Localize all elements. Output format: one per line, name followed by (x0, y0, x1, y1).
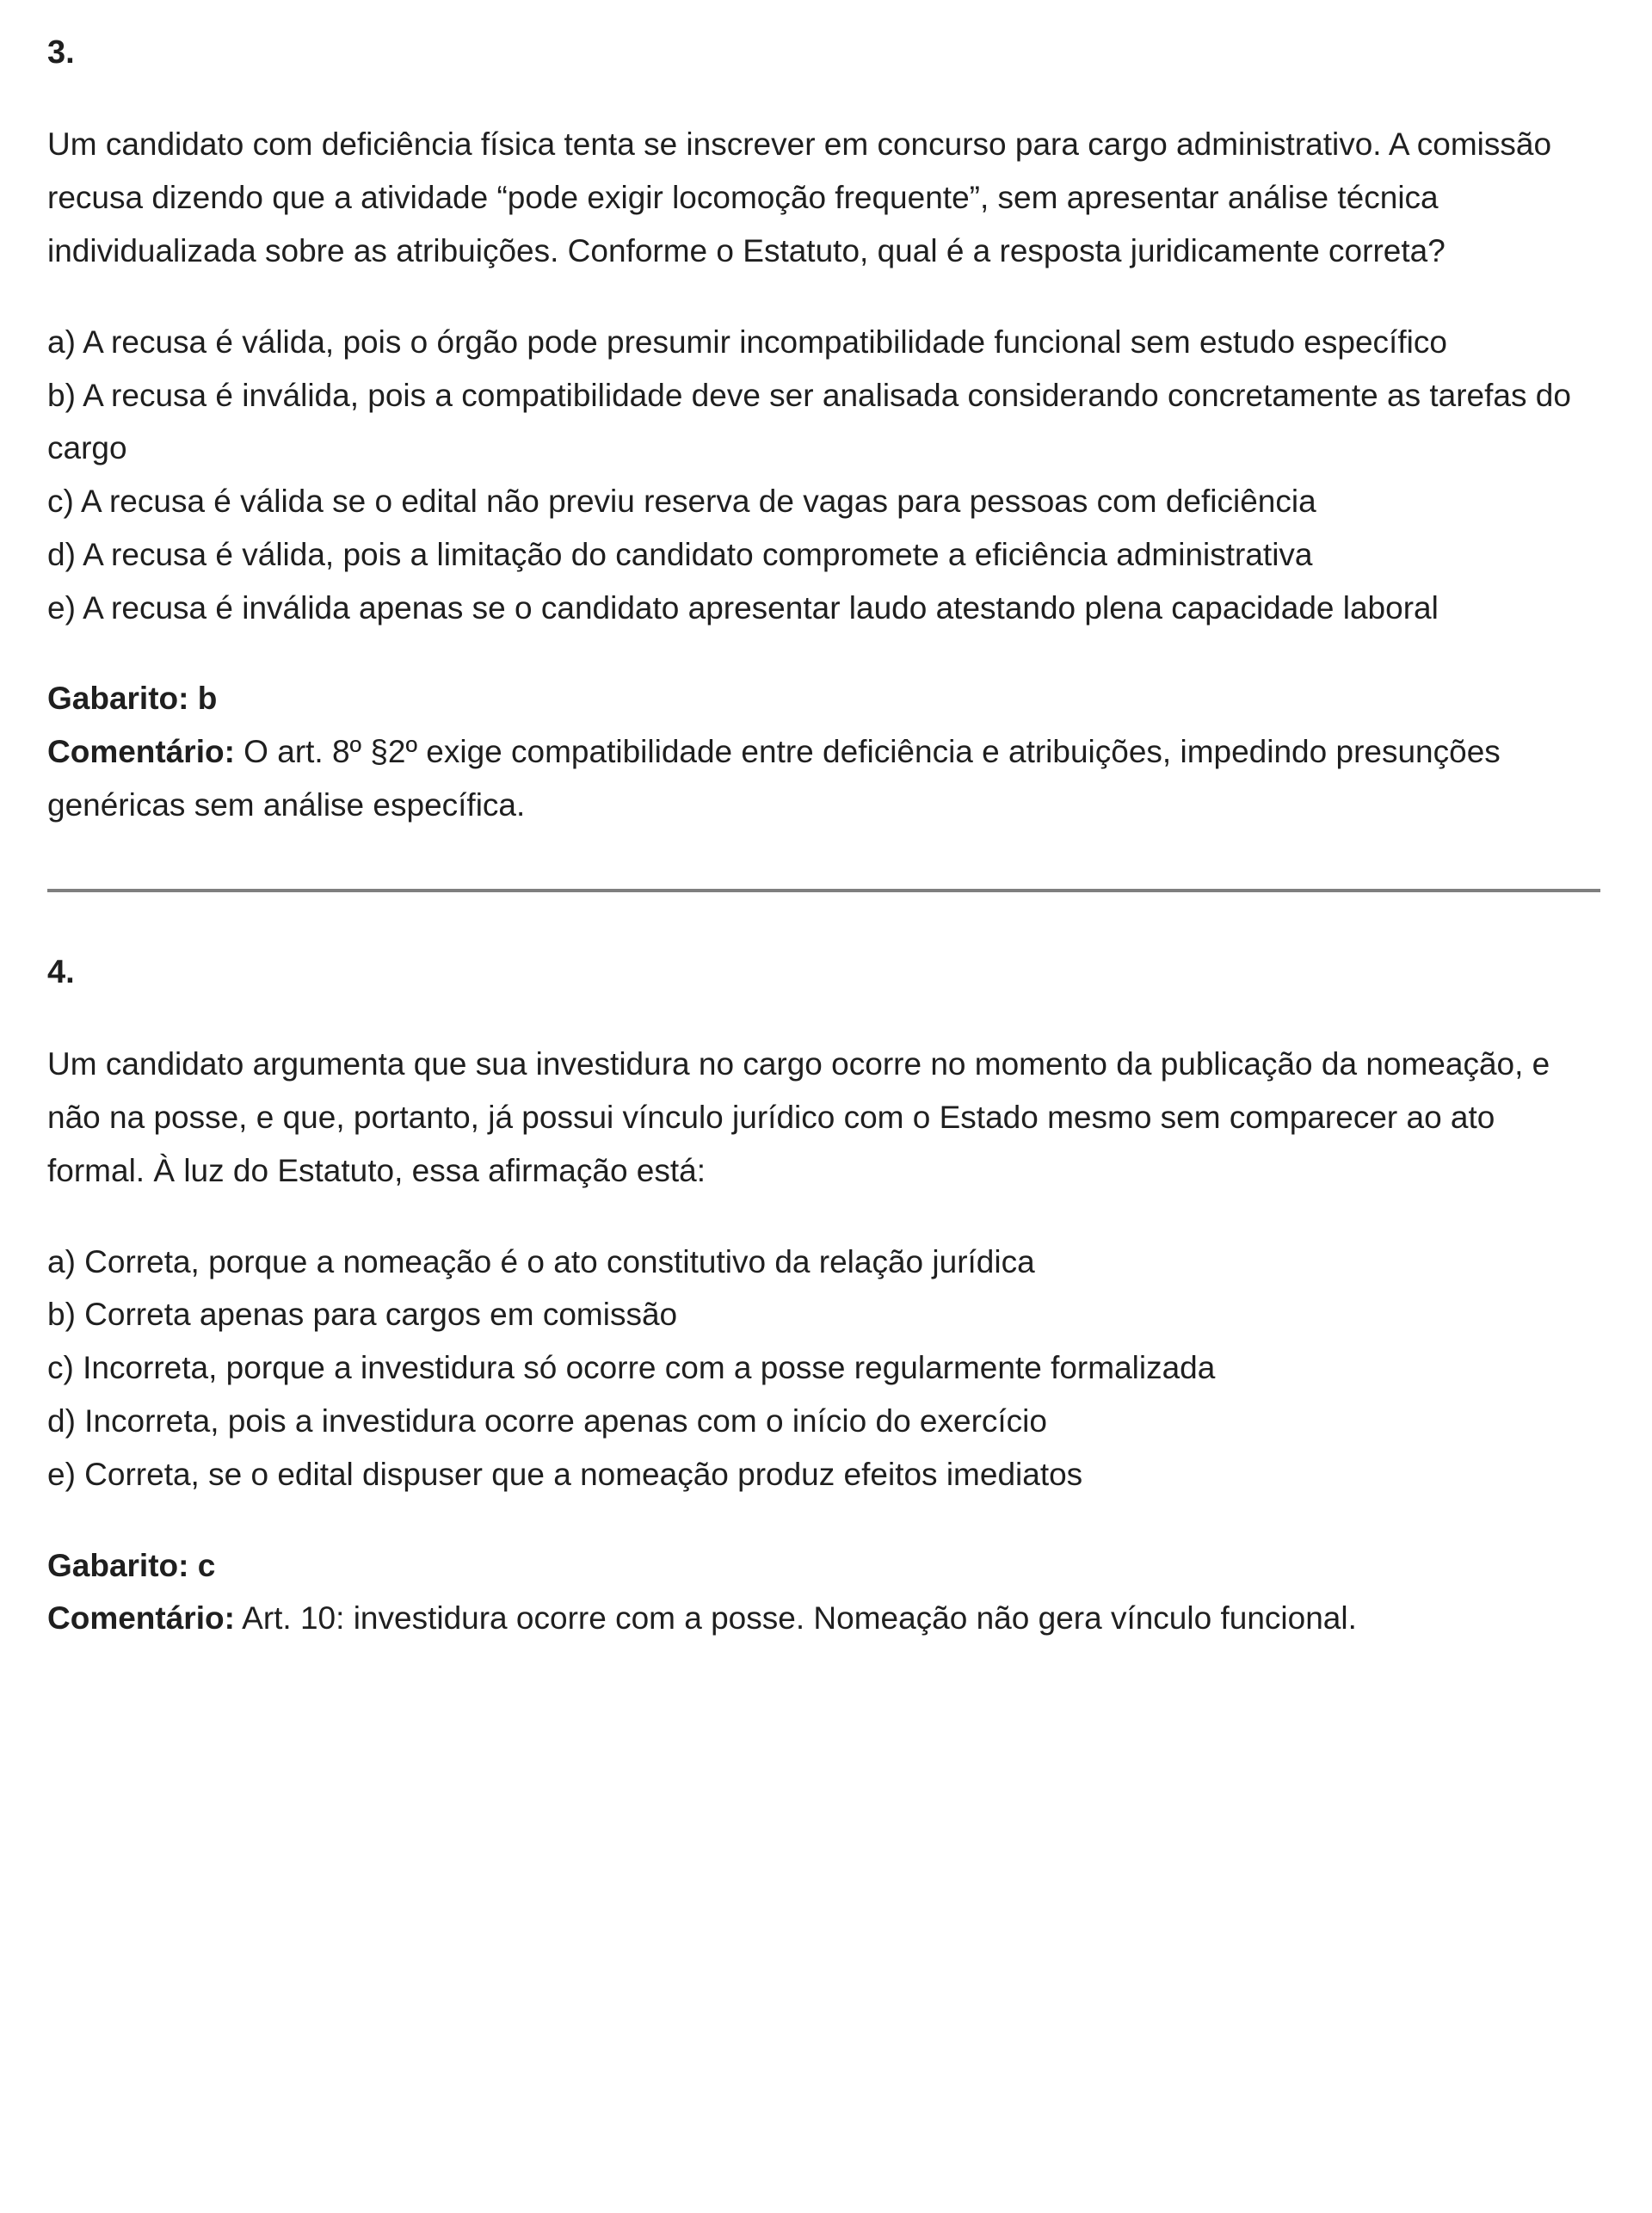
option-b: b) Correta apenas para cargos em comissão (47, 1297, 678, 1333)
comment-text: O art. 8º §2º exige compatibilidade entre deficiência e atribuições, impedindo presunções genéricas sem análise específica. (47, 734, 1501, 823)
question-number: 3. (47, 34, 75, 71)
answer-key: Gabarito: c (47, 1547, 216, 1583)
options-list (47, 316, 1600, 635)
comment-label: Comentário: (47, 1600, 235, 1637)
options-list (47, 1236, 1600, 1501)
option-e: e) Correta, se o edital dispuser que a nomeação produz efeitos imediatos (47, 1456, 1083, 1492)
option-c: c) A recusa é válida se o edital não previu reserva de vagas para pessoas com deficiência (47, 484, 1316, 520)
option-a: a) A recusa é válida, pois o órgão pode presumir incompatibilidade funcional sem estudo específico (47, 324, 1447, 360)
comment-text: Art. 10: investidura ocorre com a posse. Nomeação não gera vínculo funcional. (234, 1600, 1357, 1637)
question-block-4 (47, 946, 1600, 1645)
option-e: e) A recusa é inválida apenas se o candidato apresentar laudo atestando plena capacidade laboral (47, 589, 1439, 626)
option-b: b) A recusa é inválida, pois a compatibilidade deve ser analisada considerando concretamente as tarefas do cargo (47, 377, 1571, 466)
question-stem: Um candidato argumenta que sua investidura no cargo ocorre no momento da publicação da nomeação, e não na posse, e que, portanto, já possui vínculo jurídico com o Estado mesmo sem comparecer ao ato formal. À luz do Estatuto, essa afirmação está: (47, 1046, 1550, 1188)
option-a: a) Correta, porque a nomeação é o ato constitutivo da relação jurídica (47, 1243, 1035, 1279)
option-d: d) A recusa é válida, pois a limitação do candidato compromete a eficiência administrativa (47, 536, 1313, 572)
option-c: c) Incorreta, porque a investidura só ocorre com a posse regularmente formalizada (47, 1350, 1216, 1386)
comment-label: Comentário: (47, 734, 235, 770)
answer-key: Gabarito: b (47, 681, 218, 717)
question-number: 4. (47, 953, 75, 990)
comment-line (47, 725, 1600, 832)
comment-line (47, 1592, 1600, 1645)
question-stem: Um candidato com deficiência física tenta se inscrever em concurso para cargo administrativo. A comissão recusa dizendo que a atividade “pode exigir locomoção frequente”, sem apresentar análise técnica individualizada sobre as atribuições. Conforme o Estatuto, qual é a resposta juridicamente correta? (47, 126, 1552, 269)
question-block-3 (47, 26, 1600, 832)
section-divider (47, 889, 1600, 892)
option-d: d) Incorreta, pois a investidura ocorre apenas com o início do exercício (47, 1402, 1047, 1439)
